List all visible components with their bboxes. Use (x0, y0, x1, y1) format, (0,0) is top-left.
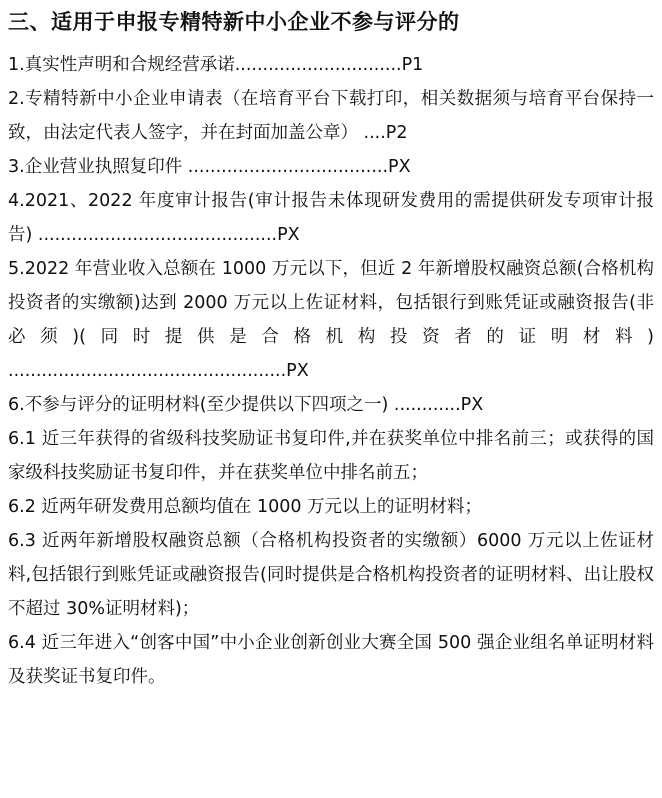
list-item-2: 2.专精特新中小企业申请表（在培育平台下载打印，相关数据须与培育平台保持一致，由法定代表人签字，并在封面加盖公章） ....P2 (8, 89, 654, 143)
list-item-6-1: 6.1 近三年获得的省级科技奖励证书复印件,并在获奖单位中排名前三；或获得的国家级科技奖励证书复印件，并在获奖单位中排名前五； (8, 429, 654, 483)
list-item-6-4: 6.4 近三年进入“创客中国”中小企业创新创业大赛全国 500 强企业组名单证明材料及获奖证书复印件。 (8, 633, 654, 687)
list-item-6-2: 6.2 近两年研发费用总额均值在 1000 万元以上的证明材料； (8, 497, 483, 517)
list-item-6: 6.不参与评分的证明材料(至少提供以下四项之一) ............PX (8, 395, 484, 415)
list-item-4: 4.2021、2022 年度审计报告(审计报告未体现研发费用的需提供研发专项审计报告) ...........................................PX (8, 191, 654, 245)
list-item-5: 5.2022 年营业收入总额在 1000 万元以下，但近 2 年新增股权融资总额(合格机构投资者的实缴额)达到 2000 万元以上佐证材料，包括银行到账凭证或融资报告(非必须)(同时提供是合格机构投资者的证明材料) ..................................................PX (8, 259, 654, 381)
list-item-6-3: 6.3 近两年新增股权融资总额（合格机构投资者的实缴额）6000 万元以上佐证材料,包括银行到账凭证或融资报告(同时提供是合格机构投资者的证明材料、出让股权不超过 30%证明材料)； (8, 531, 654, 619)
list-item-3: 3.企业营业执照复印件 ....................................PX (8, 157, 411, 177)
list-item-1: 1.真实性声明和合规经营承诺..............................P1 (8, 55, 424, 75)
section-heading: 三、适用于申报专精特新中小企业不参与评分的 (8, 10, 460, 34)
